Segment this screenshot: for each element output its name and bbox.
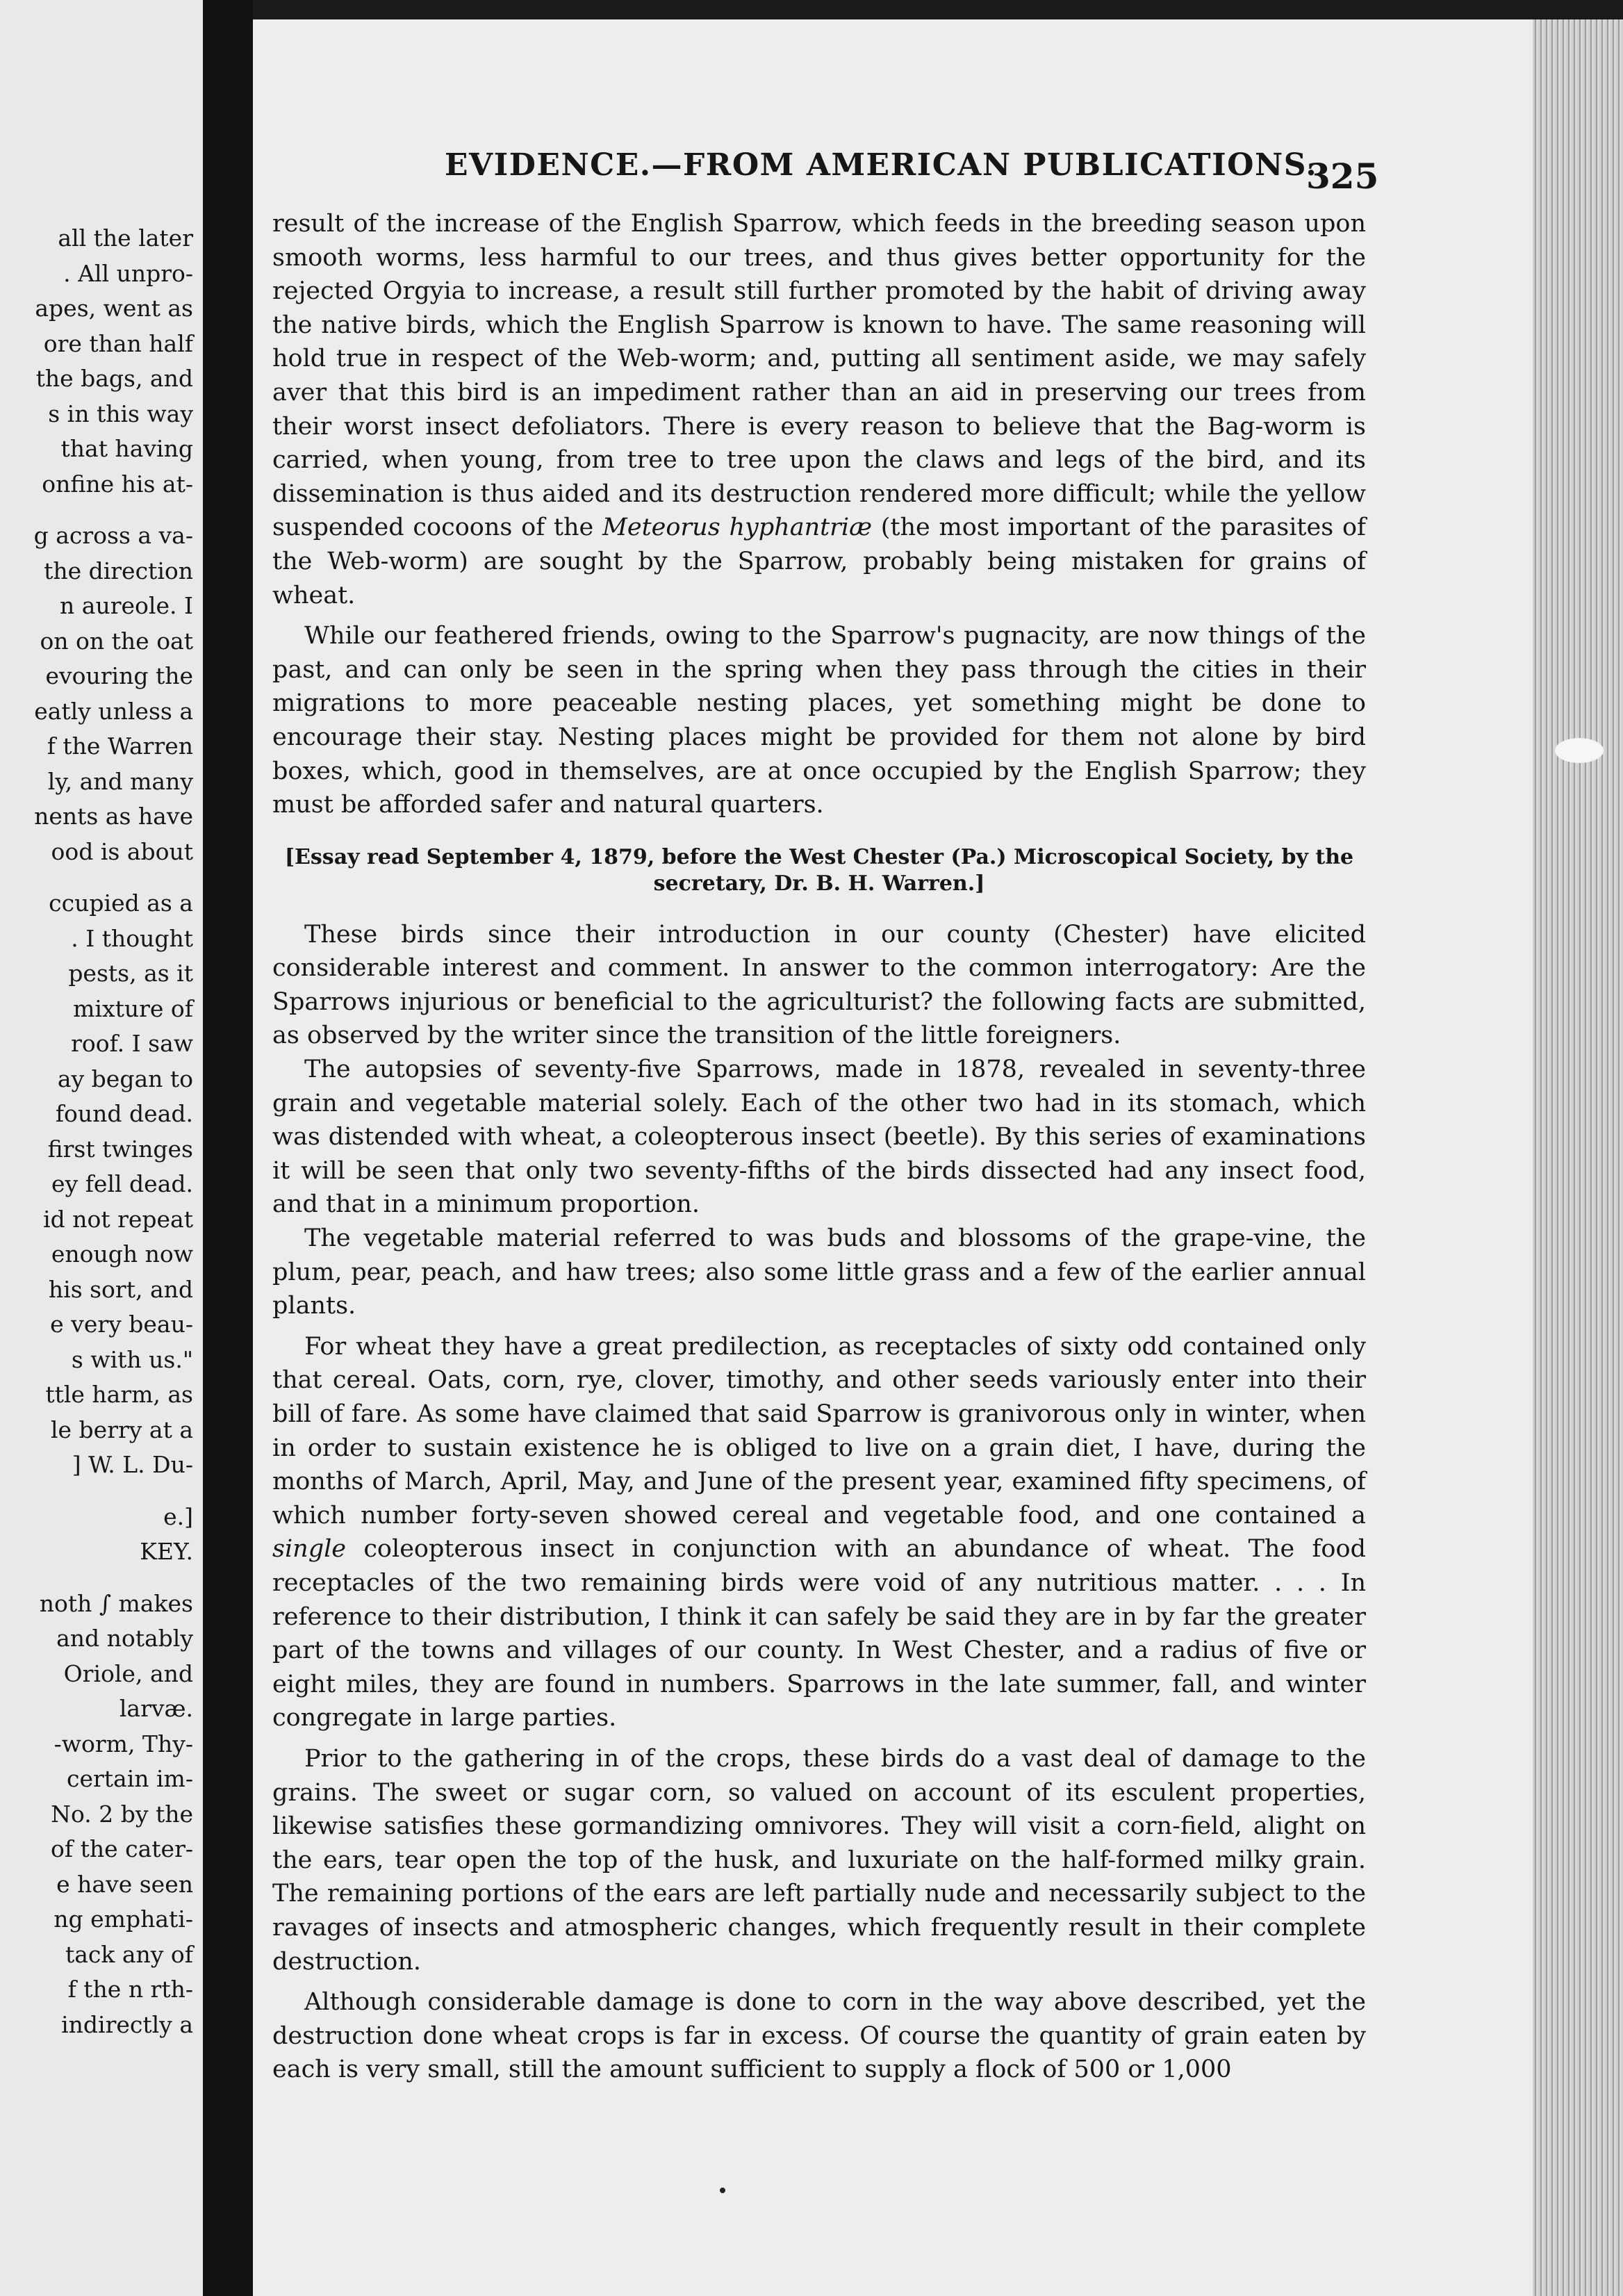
- paragraph: These birds since their introduction in our county (Chester) have elicited considerable interest and comment. In answer to the common interrogatory: Are the Sparrows injurious or beneficial to the agriculturist? the following facts are submitted, as observed by the writer since the transition of the little foreigners.: [272, 920, 1366, 1050]
- left-page-fragment: [0, 0, 203, 2296]
- left-page-line: certain im-: [66, 1765, 193, 1792]
- emphasis: single: [272, 1535, 347, 1564]
- left-page-line: found dead.: [55, 1100, 193, 1127]
- left-page-line: that having: [60, 435, 193, 462]
- left-page-line: n aureole. I: [60, 592, 193, 619]
- left-page-line: -worm, Thy-: [53, 1730, 193, 1757]
- paragraph: Although considerable damage is done to corn in the way above described, yet the destruction done wheat crops is far in excess. Of course the quantity of grain eaten by each is very small, still the amount sufficient to supply a flock of 500 or 1,000: [272, 1988, 1366, 2084]
- paragraph: Prior to the gathering in of the crops, these birds do a vast deal of damage to the grains. The sweet or sugar corn, so valued on account of its esculent properties, likewise satisfies these gormandizing omnivores. They will visit a corn-field, alight on the ears, tear open the top of the husk, and luxuriate on the half-formed milky grain. The remaining portions of the ears are left partially nude and necessarily subject to the ravages of insects and atmospheric changes, which frequently result in their complete destruction.: [272, 1744, 1366, 1976]
- paragraph: While our feathered friends, owing to the Sparrow's pugnacity, are now things of the past, and can only be seen in the spring when they pass through the cities in their migrations to more peaceable nesting places, yet something might be done to encourage their stay. Nesting places might be provided for them not alone by bird boxes, which, good in themselves, are at once occupied by the English Sparrow; they must be afforded safer and natural quarters.: [272, 622, 1366, 819]
- ink-speck: [720, 2188, 725, 2193]
- left-page-line: KEY.: [140, 1538, 193, 1565]
- left-page-line: nents as have: [34, 803, 193, 830]
- left-page-line: ay began to: [57, 1065, 193, 1092]
- left-page-line: all the later: [58, 224, 193, 252]
- left-page-line: roof. I saw: [71, 1030, 193, 1057]
- left-page-line: ] W. L. Du-: [72, 1451, 193, 1478]
- left-page-line: apes, went as: [35, 295, 193, 322]
- left-page-line: on on the oat: [40, 627, 193, 655]
- left-page-line: Oriole, and: [63, 1659, 193, 1687]
- left-page-line: ey fell dead.: [51, 1170, 193, 1197]
- main-text: [272, 207, 1366, 2087]
- paragraph: The autopsies of seventy-five Sparrows, made in 1878, revealed in seventy-three grain and vegetable material solely. Each of the other two had in its stomach, which was distended with wheat, a coleopterous insect (beetle). By this series of examinations it will be seen that only two seventy-fifths of the birds dissected had any insect food, and that in a minimum proportion.: [272, 1056, 1366, 1219]
- page-edge-tab: [1555, 738, 1604, 763]
- left-page-line: e.]: [163, 1502, 193, 1530]
- left-page-line: onfine his at-: [42, 470, 193, 498]
- page-edges: [1533, 19, 1623, 2296]
- essay-note: [Essay read September 4, 1879, before the West Chester (Pa.) Microscopical Society, by the secretary, Dr. B. H. Warren.]: [284, 844, 1354, 896]
- left-page-line: ood is about: [51, 837, 193, 865]
- left-page-line: ccupied as a: [49, 889, 193, 917]
- left-page-line: e very beau-: [50, 1311, 193, 1338]
- left-page-line: mixture of: [73, 994, 193, 1022]
- left-page-line: le berry at a: [50, 1416, 193, 1443]
- left-page-line: pests, as it: [68, 960, 193, 987]
- left-page-line: e have seen: [56, 1870, 193, 1898]
- left-page-line: g across a va-: [33, 522, 193, 549]
- left-page-line: . All unpro-: [63, 259, 193, 287]
- left-page-line: . I thought: [71, 924, 193, 952]
- left-page-line: s with us.": [71, 1345, 193, 1373]
- left-page-line: evouring the: [45, 662, 193, 689]
- left-page-line: tack any of: [65, 1940, 193, 1968]
- book-gutter: [203, 0, 253, 2296]
- left-page-lines: [34, 221, 193, 2042]
- left-page-line: enough now: [51, 1240, 193, 1268]
- left-page-line: ttle harm, as: [45, 1381, 193, 1408]
- left-page-line: id not repeat: [43, 1205, 193, 1233]
- left-page-line: ng emphati-: [53, 1905, 193, 1933]
- left-page-line: and notably: [56, 1625, 193, 1652]
- paragraph: For wheat they have a great predilection, as receptacles of sixty odd contained only that cereal. Oats, corn, rye, clover, timothy, and other seeds variously enter into their bill of fare. As some have claimed that said Sparrow is granivorous only in winter, when in order to sustain existence he is obliged to live on a grain diet, I have, during the months of March, April, May, and June of the present year, examined fifty specimens, of which number forty-seven showed cereal and vegetable food, and one contained a single coleopterous insect in conjunction with an abundance of wheat. The food receptacles of the two remaining birds were void of any nutritious matter. . . . In reference to their distribution, I think it can safely be said they are in by far the greater part of the towns and villages of our county. In West Chester, and a radius of five or eight miles, they are found in numbers. Sparrows in the late summer, fall, and winter congregate in large parties.: [272, 1332, 1366, 1732]
- left-page-line: his sort, and: [48, 1275, 193, 1303]
- left-page-line: ore than half: [43, 329, 193, 357]
- left-page-line: f the n rth-: [67, 1976, 193, 2003]
- left-page-line: of the cater-: [51, 1835, 193, 1862]
- left-page-line: s in this way: [48, 400, 193, 427]
- left-page-line: f the Warren: [47, 732, 193, 760]
- page-number: 325: [1306, 156, 1379, 197]
- left-page-line: first twinges: [47, 1135, 193, 1163]
- paragraph-continued: result of the increase of the English Sparrow, which feeds in the breeding season upon smooth worms, less harmful to our trees, and thus gives better opportunity for the rejected Orgyia to increase, a result still further promoted by the habit of driving away the native birds, which the English Sparrow is known to have. The same reasoning will hold true in respect of the Web-worm; and, putting all sentiment aside, we may safely aver that this bird is an impediment rather than an aid in preserving our trees from their worst insect defoliators. There is every reason to believe that the Bag-worm is carried, when young, from tree to tree upon the claws and legs of the bird, and its dissemination is thus aided and its destruction rendered more difficult; while the yellow suspended cocoons of the Meteorus hyphantriæ (the most important of the parasites of the Web-worm) are sought by the Sparrow, probably being mistaken for grains of wheat.: [272, 210, 1366, 609]
- species-name: Meteorus hyphantriæ: [602, 514, 872, 542]
- running-header: EVIDENCE.—FROM AMERICAN PUBLICATIONS.: [445, 147, 1318, 183]
- left-page-line: ly, and many: [47, 767, 193, 795]
- left-page-line: the bags, and: [35, 365, 193, 392]
- left-page-line: larvæ.: [119, 1695, 193, 1722]
- left-page-line: No. 2 by the: [51, 1800, 193, 1828]
- left-page-line: indirectly a: [61, 2010, 193, 2038]
- left-page-line: eatly unless a: [34, 697, 193, 725]
- left-page-line: the direction: [44, 557, 193, 584]
- paragraph: The vegetable material referred to was buds and blossoms of the grape-vine, the plum, pear, peach, and haw trees; also some little grass and a few of the earlier annual plants.: [272, 1224, 1366, 1320]
- left-page-line: noth ∫ makes: [39, 1589, 193, 1617]
